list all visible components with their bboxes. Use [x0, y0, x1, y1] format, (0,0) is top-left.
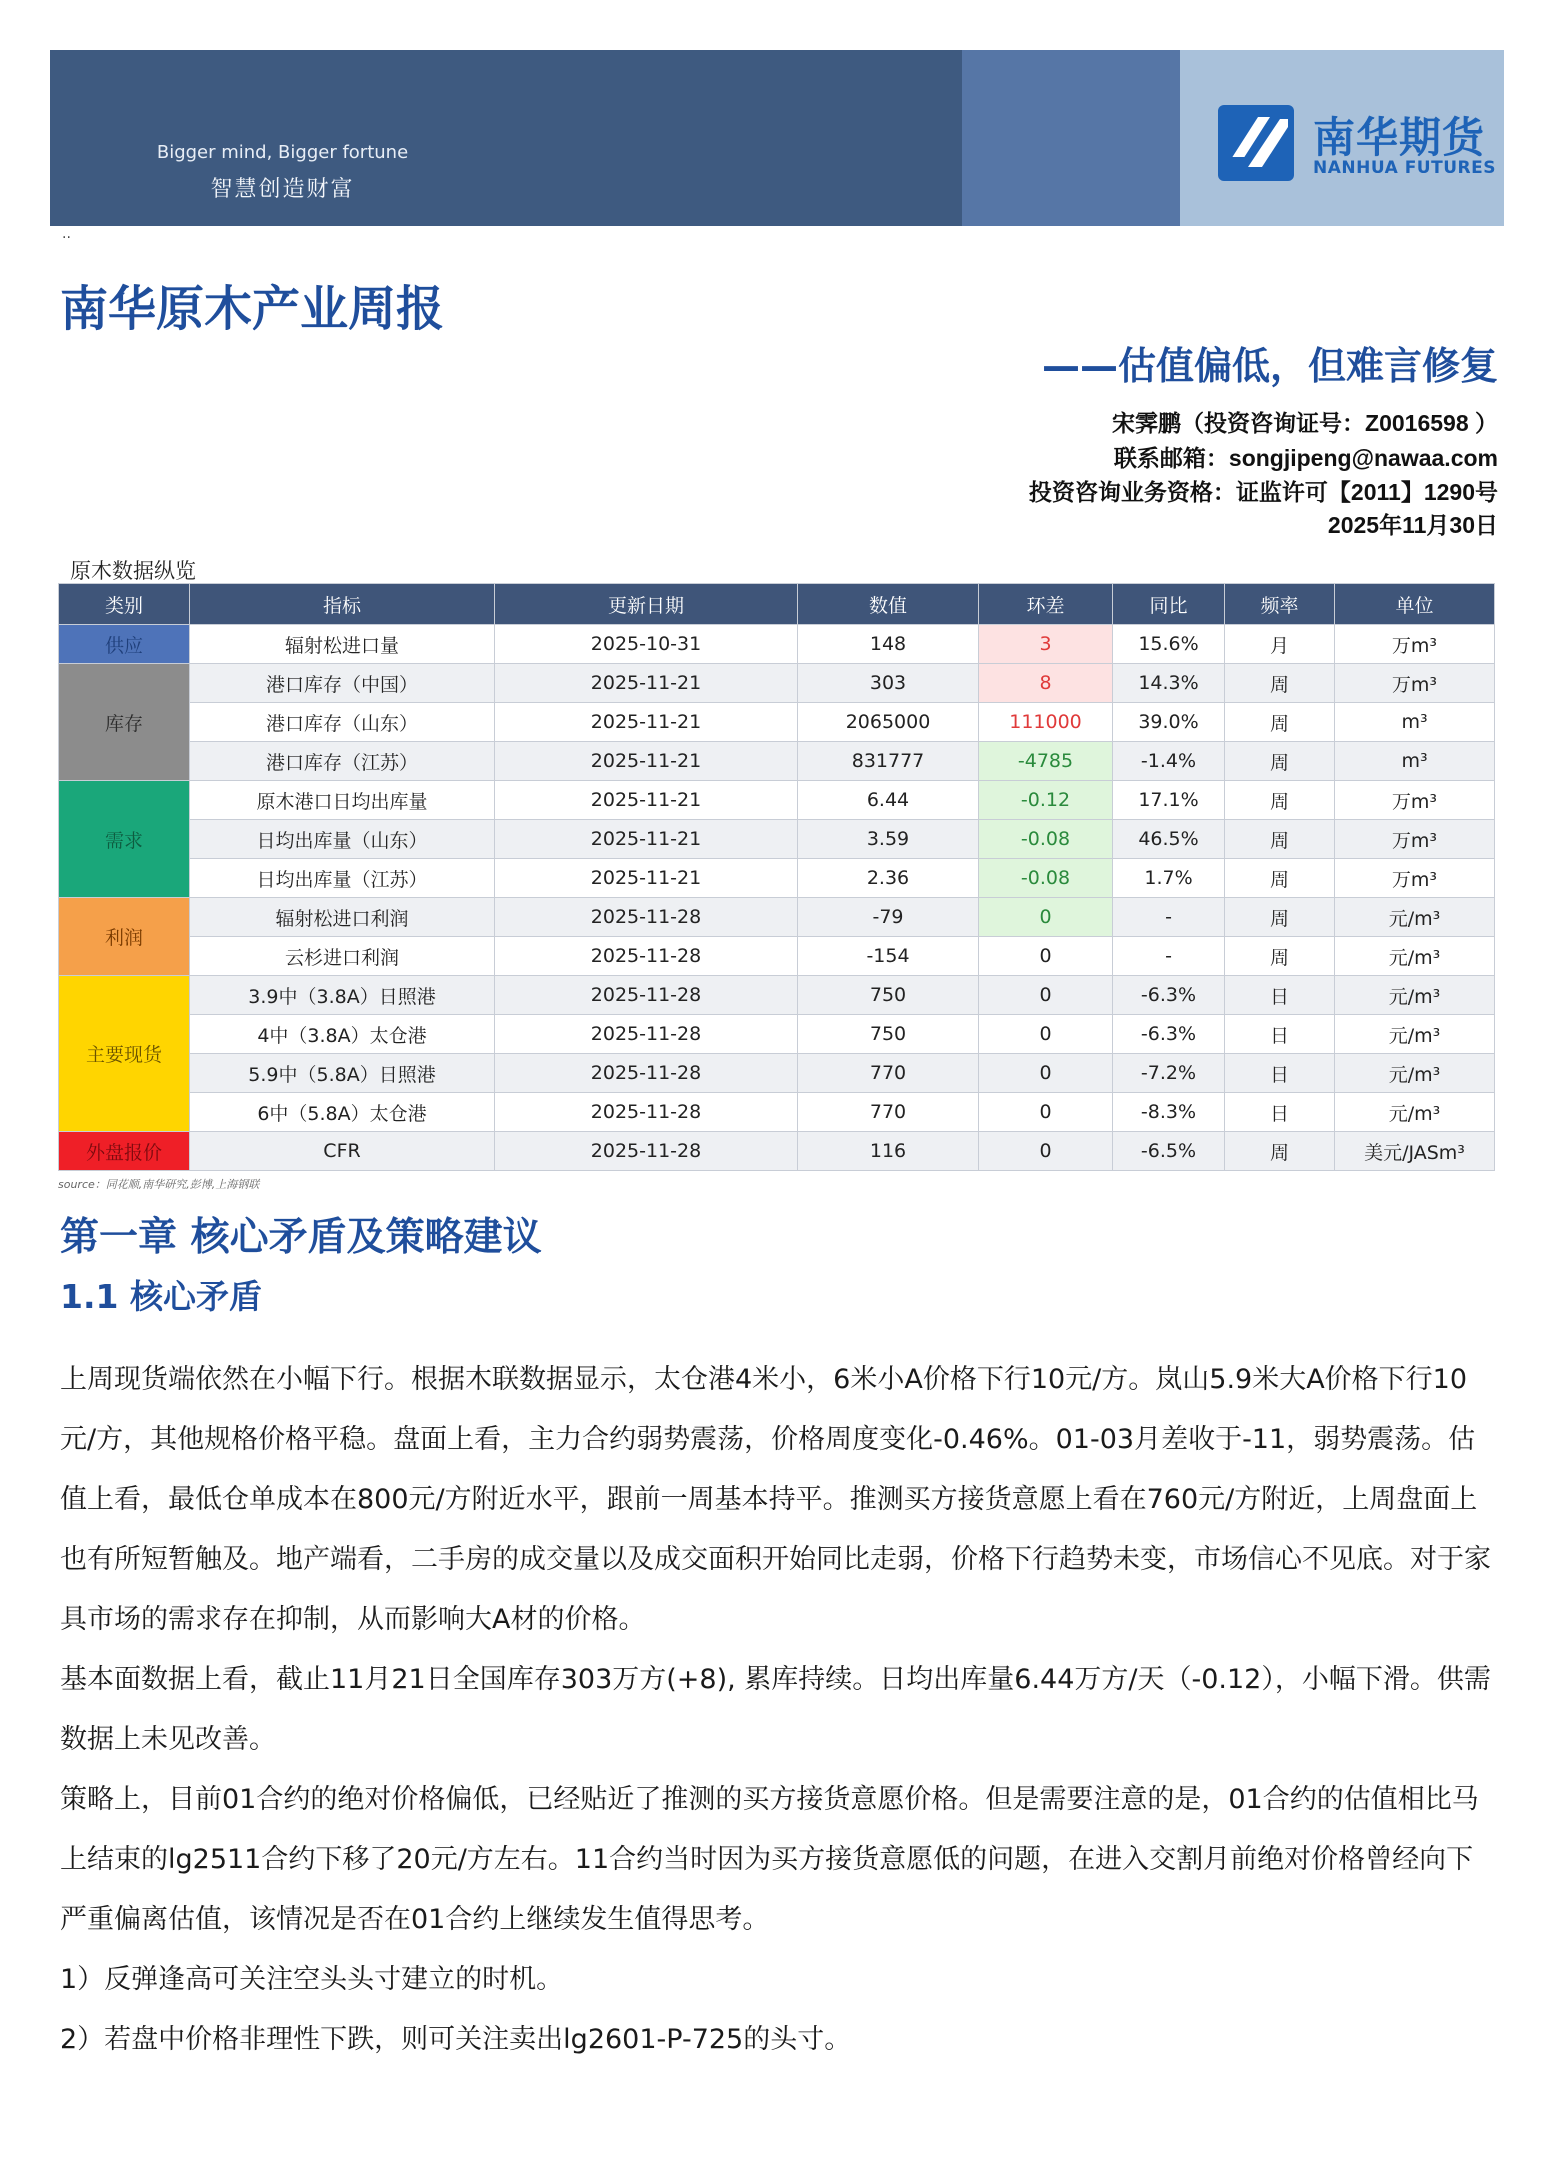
yoy-cell: -7.2%	[1113, 1054, 1225, 1093]
value-cell: 2065000	[798, 703, 979, 742]
value-cell: 6.44	[798, 781, 979, 820]
yoy-cell: 15.6%	[1113, 625, 1225, 664]
date-cell: 2025-11-28	[495, 1093, 798, 1132]
mom-cell: 0	[979, 1015, 1113, 1054]
indicator-cell: 日均出库量（江苏）	[190, 859, 495, 898]
mom-cell: 111000	[979, 703, 1113, 742]
report-title: 南华原木产业周报	[60, 281, 445, 337]
unit-cell: 元/m³	[1335, 1093, 1495, 1132]
table-row	[59, 859, 1495, 898]
table-row	[59, 1093, 1495, 1132]
chapter-title: 第一章 核心矛盾及策略建议	[60, 1215, 542, 1260]
indicator-cell: 3.9中（3.8A）日照港	[190, 976, 495, 1015]
value-cell: 831777	[798, 742, 979, 781]
license-line: 投资咨询业务资格：证监许可【2011】1290号	[1028, 479, 1498, 505]
unit-cell: 万m³	[1335, 820, 1495, 859]
table-row	[59, 976, 1495, 1015]
date-cell: 2025-11-21	[495, 859, 798, 898]
section-title: 1.1 核心矛盾	[60, 1277, 262, 1316]
mom-cell: 8	[979, 664, 1113, 703]
value-cell: 770	[798, 1093, 979, 1132]
category-cell-external-quote: 外盘报价	[59, 1132, 190, 1171]
table-caption: 原木数据纵览	[70, 559, 196, 583]
yoy-cell: 46.5%	[1113, 820, 1225, 859]
indicator-cell: 日均出库量（山东）	[190, 820, 495, 859]
date-cell: 2025-11-21	[495, 742, 798, 781]
value-cell: 750	[798, 1015, 979, 1054]
date-cell: 2025-11-21	[495, 781, 798, 820]
header-banner	[50, 50, 1504, 226]
indicator-cell: 4中（3.8A）太仓港	[190, 1015, 495, 1054]
table-header-row	[59, 584, 1495, 625]
value-cell: 750	[798, 976, 979, 1015]
mom-cell: 0	[979, 898, 1113, 937]
nanhua-logo-icon	[1218, 105, 1294, 181]
stray-dots: ..	[62, 226, 71, 242]
yoy-cell: -6.3%	[1113, 1015, 1225, 1054]
table-source-note: source：同花顺,南华研究,彭博,上海钢联	[58, 1178, 260, 1191]
date-cell: 2025-11-21	[495, 703, 798, 742]
date-cell: 2025-11-28	[495, 976, 798, 1015]
category-cell-stock: 库存	[59, 664, 190, 781]
freq-cell: 日	[1225, 1093, 1335, 1132]
date-cell: 2025-11-28	[495, 1015, 798, 1054]
freq-cell: 周	[1225, 859, 1335, 898]
header-category: 类别	[59, 584, 190, 625]
yoy-cell: -1.4%	[1113, 742, 1225, 781]
slogan-chinese: 智慧创造财富	[210, 177, 355, 202]
author-line: 宋霁鹏（投资咨询证号：Z0016598 ）	[1112, 410, 1498, 436]
indicator-cell: 港口库存（中国）	[190, 664, 495, 703]
unit-cell: 万m³	[1335, 781, 1495, 820]
header-value: 数值	[798, 584, 979, 625]
header-date: 更新日期	[495, 584, 798, 625]
unit-cell: 万m³	[1335, 859, 1495, 898]
header-mom: 环差	[979, 584, 1113, 625]
unit-cell: 元/m³	[1335, 937, 1495, 976]
report-date: 2025年11月30日	[1327, 512, 1498, 538]
table-row	[59, 820, 1495, 859]
freq-cell: 周	[1225, 937, 1335, 976]
yoy-cell: 1.7%	[1113, 859, 1225, 898]
data-overview-table	[58, 583, 1495, 1171]
indicator-cell: CFR	[190, 1132, 495, 1171]
freq-cell: 周	[1225, 781, 1335, 820]
banner-mid-panel	[962, 50, 1180, 226]
unit-cell: 元/m³	[1335, 976, 1495, 1015]
indicator-cell: 辐射松进口利润	[190, 898, 495, 937]
table-row	[59, 1015, 1495, 1054]
yoy-cell: 39.0%	[1113, 703, 1225, 742]
date-cell: 2025-10-31	[495, 625, 798, 664]
freq-cell: 周	[1225, 703, 1335, 742]
indicator-cell: 6中（5.8A）太仓港	[190, 1093, 495, 1132]
category-cell-profit: 利润	[59, 898, 190, 976]
mom-cell: 0	[979, 1132, 1113, 1171]
table-row	[59, 625, 1495, 664]
unit-cell: 万m³	[1335, 664, 1495, 703]
freq-cell: 日	[1225, 1015, 1335, 1054]
freq-cell: 周	[1225, 820, 1335, 859]
category-cell-spot: 主要现货	[59, 976, 190, 1132]
freq-cell: 周	[1225, 664, 1335, 703]
date-cell: 2025-11-28	[495, 937, 798, 976]
indicator-cell: 云杉进口利润	[190, 937, 495, 976]
strategy-item-2: 2）若盘中价格非理性下跌，则可关注卖出lg2601-P-725的头寸。	[60, 2024, 852, 2055]
date-cell: 2025-11-28	[495, 1132, 798, 1171]
yoy-cell: -6.5%	[1113, 1132, 1225, 1171]
paragraph-strategy: 策略上，目前01合约的绝对价格偏低，已经贴近了推测的买方接货意愿价格。但是需要注意的是，01合约的估值相比马上结束的lg2511合约下移了20元/方左右。11合约当时因为买方接货意愿低的问题，在进入交割月前绝对价格曾经向下严重偏离估值，该情况是否在01合约上继续发生值得思考。	[60, 1784, 1479, 1935]
unit-cell: 元/m³	[1335, 898, 1495, 937]
yoy-cell: -	[1113, 898, 1225, 937]
value-cell: 2.36	[798, 859, 979, 898]
table-row	[59, 664, 1495, 703]
yoy-cell: 17.1%	[1113, 781, 1225, 820]
logo-english-text: NANHUA FUTURES	[1313, 158, 1496, 178]
date-cell: 2025-11-21	[495, 820, 798, 859]
mom-cell: -0.08	[979, 820, 1113, 859]
mom-cell: -0.12	[979, 781, 1113, 820]
paragraph-fundamentals: 基本面数据上看，截止11月21日全国库存303万方(+8), 累库持续。日均出库量6.44万方/天（-0.12），小幅下滑。供需数据上未见改善。	[60, 1664, 1491, 1755]
value-cell: 303	[798, 664, 979, 703]
value-cell: 148	[798, 625, 979, 664]
yoy-cell: -6.3%	[1113, 976, 1225, 1015]
value-cell: 3.59	[798, 820, 979, 859]
category-cell-demand: 需求	[59, 781, 190, 898]
unit-cell: 万m³	[1335, 625, 1495, 664]
date-cell: 2025-11-28	[495, 898, 798, 937]
mom-cell: 0	[979, 1093, 1113, 1132]
yoy-cell: -	[1113, 937, 1225, 976]
header-yoy: 同比	[1113, 584, 1225, 625]
unit-cell: 元/m³	[1335, 1015, 1495, 1054]
date-cell: 2025-11-21	[495, 664, 798, 703]
category-cell-supply: 供应	[59, 625, 190, 664]
mom-cell: 3	[979, 625, 1113, 664]
mom-cell: -4785	[979, 742, 1113, 781]
logo-chinese-text: 南华期货	[1313, 113, 1486, 162]
table-row	[59, 703, 1495, 742]
header-indicator: 指标	[190, 584, 495, 625]
report-subtitle: ——估值偏低，但难言修复	[1041, 344, 1498, 388]
freq-cell: 周	[1225, 898, 1335, 937]
yoy-cell: 14.3%	[1113, 664, 1225, 703]
slogan-english: Bigger mind, Bigger fortune	[156, 142, 409, 163]
email-line: 联系邮箱：songjipeng@nawaa.com	[1113, 445, 1498, 471]
unit-cell: 美元/JASm³	[1335, 1132, 1495, 1171]
indicator-cell: 港口库存（山东）	[190, 703, 495, 742]
freq-cell: 周	[1225, 742, 1335, 781]
indicator-cell: 辐射松进口量	[190, 625, 495, 664]
header-unit: 单位	[1335, 584, 1495, 625]
freq-cell: 日	[1225, 1054, 1335, 1093]
value-cell: -79	[798, 898, 979, 937]
table-row	[59, 781, 1495, 820]
value-cell: 770	[798, 1054, 979, 1093]
freq-cell: 周	[1225, 1132, 1335, 1171]
indicator-cell: 5.9中（5.8A）日照港	[190, 1054, 495, 1093]
freq-cell: 日	[1225, 976, 1335, 1015]
paragraph-core-conflict: 上周现货端依然在小幅下行。根据木联数据显示，太仓港4米小，6米小A价格下行10元/方。岚山5.9米大A价格下行10元/方，其他规格价格平稳。盘面上看，主力合约弱势震荡，价格周度变化-0.46%。01-03月差收于-11，弱势震荡。估值上看，最低仓单成本在800元/方附近水平，跟前一周基本持平。推测买方接货意愿上看在760元/方附近，上周盘面上也有所短暂触及。地产端看，二手房的成交量以及成交面积开始同比走弱，价格下行趋势未变，市场信心不见底。对于家具市场的需求存在抑制，从而影响大A材的价格。	[60, 1364, 1491, 1635]
table-row	[59, 898, 1495, 937]
mom-cell: 0	[979, 976, 1113, 1015]
value-cell: 116	[798, 1132, 979, 1171]
freq-cell: 月	[1225, 625, 1335, 664]
header-frequency: 频率	[1225, 584, 1335, 625]
strategy-item-1: 1）反弹逢高可关注空头头寸建立的时机。	[60, 1964, 564, 1995]
unit-cell: 元/m³	[1335, 1054, 1495, 1093]
table-row	[59, 937, 1495, 976]
mom-cell: -0.08	[979, 859, 1113, 898]
yoy-cell: -8.3%	[1113, 1093, 1225, 1132]
indicator-cell: 原木港口日均出库量	[190, 781, 495, 820]
table-row	[59, 742, 1495, 781]
value-cell: -154	[798, 937, 979, 976]
date-cell: 2025-11-28	[495, 1054, 798, 1093]
indicator-cell: 港口库存（江苏）	[190, 742, 495, 781]
mom-cell: 0	[979, 1054, 1113, 1093]
table-row	[59, 1132, 1495, 1171]
mom-cell: 0	[979, 937, 1113, 976]
table-row	[59, 1054, 1495, 1093]
unit-cell: m³	[1335, 703, 1495, 742]
unit-cell: m³	[1335, 742, 1495, 781]
